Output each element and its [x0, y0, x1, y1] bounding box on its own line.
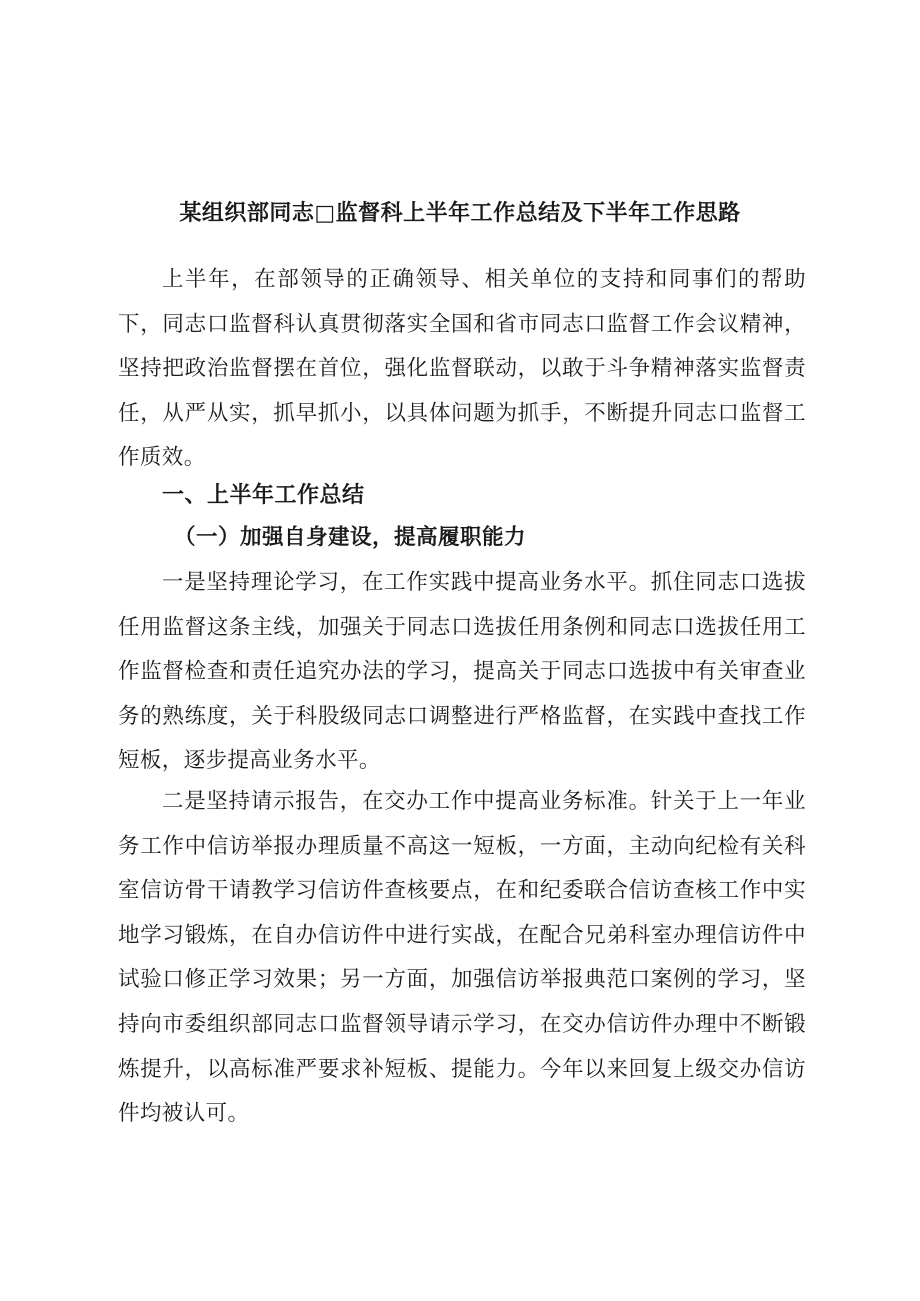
subsection-heading: （一）加强自身建设，提高履职能力 [174, 525, 527, 550]
body-paragraph-one: 一是坚持理论学习，在工作实践中提高业务水平。抓住同志口选拔任用监督这条主线，加强关于同志口选拔任用条例和同志口选拔任用工作监督检查和责任追究办法的学习，提高关于同志口选拔中有关审查业务的熟练度，关于科股级同志口调整进行严格监督，在实践中查找工作短板，逐步提高业务水平。 [118, 570, 806, 774]
document-title: 某组织部同志□监督科上半年工作总结及下半年工作思路 [179, 201, 741, 226]
intro-paragraph: 上半年，在部领导的正确领导、相关单位的支持和同事们的帮助下，同志口监督科认真贯彻落实全国和省市同志口监督工作会议精神，坚持把政治监督摆在首位，强化监督联动，以敢于斗争精神落实监督责任，从严从实，抓早抓小，以具体问题为抓手，不断提升同志口监督工作质效。 [118, 267, 806, 471]
body-paragraph-two: 二是坚持请示报告，在交办工作中提高业务标准。针关于上一年业务工作中信访举报办理质量不高这一短板，一方面，主动向纪检有关科室信访骨干请教学习信访件查核要点，在和纪委联合信访查核工作中实地学习锻炼，在自办信访件中进行实战，在配合兄弟科室办理信访件中试验口修正学习效果；另一方面，加强信访举报典范口案例的学习，坚持向市委组织部同志口监督领导请示学习，在交办信访件办理中不断锻炼提升，以高标准严要求补短板、提能力。今年以来回复上级交办信访件均被认可。 [118, 789, 806, 1127]
section-heading: 一、上半年工作总结 [162, 483, 365, 508]
